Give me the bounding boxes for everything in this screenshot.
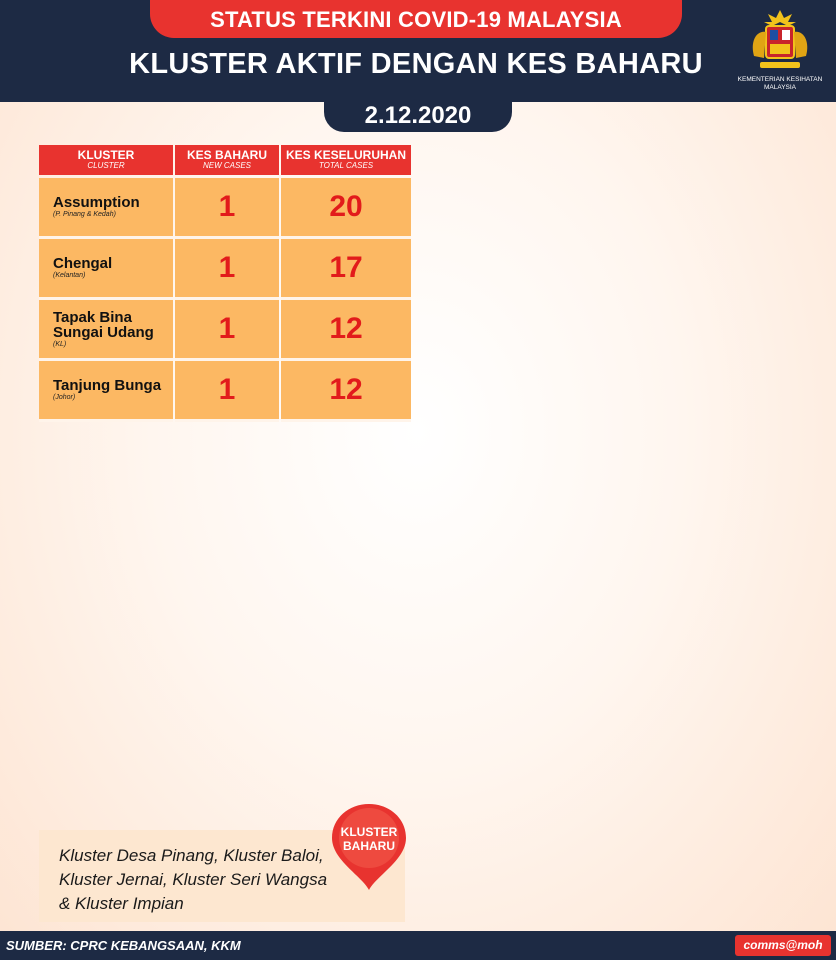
cluster-name: Tapak Bina Sungai Udang [53,308,154,341]
ministry-crest-logo [730,8,830,98]
cluster-location: (Kelantan) [53,272,86,279]
source-credit: SUMBER: CPRC KEBANGSAAN, KKM [6,938,241,953]
header-bar [0,0,836,102]
table-row [39,361,411,422]
new-cases-value: 1 [175,178,279,239]
cluster-name-cell [39,239,173,300]
location-pin-icon [326,800,412,892]
footer-bar [0,931,836,960]
cluster-table [37,145,413,422]
new-cases-value: 1 [175,361,279,422]
total-cases-value: 20 [281,178,411,239]
table-header-row [39,145,411,175]
total-cases-value: 12 [281,300,411,361]
cluster-name-cell [39,300,173,361]
table-row [39,178,411,239]
cluster-name: Assumption [53,194,140,211]
new-cases-value: 1 [175,300,279,361]
column-label: KLUSTER [77,148,135,162]
date-badge: 2.12.2020 [324,96,512,132]
column-sublabel: CLUSTER [87,161,125,170]
coat-of-arms-icon [730,8,830,74]
cluster-name-cell [39,178,173,239]
cluster-location: (KL) [53,340,67,348]
total-cases-value: 12 [281,361,411,422]
comms-handle-badge: comms@moh [735,935,831,956]
column-header-total-cases [281,145,411,175]
status-banner: STATUS TERKINI COVID-19 MALAYSIA [150,0,682,38]
column-sublabel: NEW CASES [202,161,251,170]
cluster-location: (Johor) [53,394,76,401]
table-row [39,239,411,300]
cluster-name: Tanjung Bunga [53,377,162,394]
new-cluster-badge-line1: KLUSTER [340,825,398,839]
new-clusters-list: Kluster Desa Pinang, Kluster Baloi, Kluster Jernai, Kluster Seri Wangsa & Kluster Impian [59,846,328,913]
ministry-name: KEMENTERIAN KESIHATAN MALAYSIA [737,76,823,91]
new-cluster-badge-line2: BAHARU [343,839,395,853]
cluster-name-cell [39,361,173,422]
column-label: KES BAHARU [186,148,267,162]
column-sublabel: TOTAL CASES [318,161,374,170]
column-header-new-cases [175,145,279,175]
column-header-cluster [39,145,173,175]
table-row [39,300,411,361]
total-cases-value: 17 [281,239,411,300]
new-cases-value: 1 [175,239,279,300]
page-title: KLUSTER AKTIF DENGAN KES BAHARU [129,48,703,80]
cluster-location: (P. Pinang & Kedah) [53,211,116,218]
column-label: KES KESELURUHAN [285,148,406,162]
cluster-name: Chengal [53,255,113,272]
